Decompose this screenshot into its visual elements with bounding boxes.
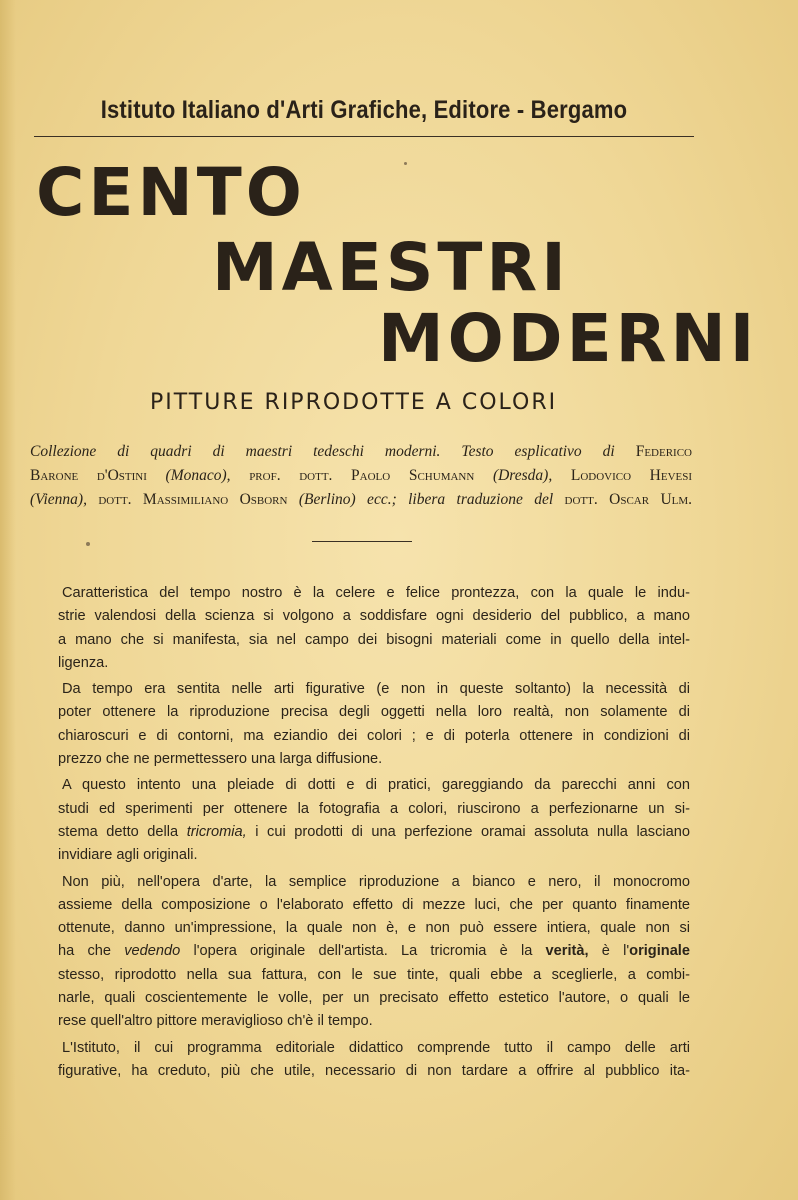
subtitle: PITTURE RIPRODOTTE A COLORI [150,390,558,415]
text-line: ottenute, danno un'impressione, la quale non è, e non può essere intiera, quale non si [58,920,690,937]
text-line: a mano che si manifesta, sia nel campo dei bisogni materiali come in quello della intel- [58,631,690,648]
title-line-1: CENTO [36,154,306,231]
header-rule [34,136,694,137]
text-line: stema detto della tricromia, i cui prodotti di una perfezione oramai assoluta nulla lasciano [58,823,690,840]
section-divider [312,541,412,542]
text-line: stesso, riprodotto nella sua fattura, con le sue tinte, quali ebbe a sceglierle, a combi- [58,966,690,983]
text-line: assieme della composizione o l'elaborato effetto di mezze luci, che per quanto finamente [58,896,690,913]
text-line: A questo intento una pleiade di dotti e di pratici, gareggiando da parecchi anni con [62,777,690,794]
text-line: L'Istituto, il cui programma editoriale didattico comprende tutto il campo delle arti [62,1039,690,1056]
page-edge-shadow [0,0,16,1200]
text-line: Non più, nell'opera d'arte, la semplice riproduzione a bianco e nero, il monocromo [62,873,690,890]
text-line: studi ed sperimenti per ottenere la fotografia a colori, riuscirono a perfezionarne un si- [58,800,690,817]
collection-line: Collezione di quadri di maestri tedeschi moderni. Testo esplicativo di Federico [30,443,692,460]
title-line-3: MODERNI [378,300,759,377]
text-line: Caratteristica del tempo nostro è la celere e felice prontezza, con la quale le indu- [62,585,690,601]
paper-speck [86,542,90,546]
text-line: strie valendosi della scienza si volgono a soddisfare ogni desiderio del pubblico, a mano [58,608,690,625]
collection-description [30,440,692,512]
publisher-heading: Istituto Italiano d'Arti Grafiche, Editore - Bergamo [100,96,628,124]
body-text [58,582,690,1083]
text-line: narle, quali coscientemente le volle, per un precisato effetto estetico l'autore, o quali le [58,990,690,1007]
text-line: chiaroscuri e di contorni, ma eziandio dei colori ; e di poterla ottenere in condizioni di [58,727,690,744]
text-line: ligenza. [58,654,109,671]
text-line: prezzo che ne permettessero una larga diffusione. [58,751,383,768]
text-line: ha che vedendo l'opera originale dell'artista. La tricromia è la verità, è l'originale [58,943,690,960]
text-line: rese quell'altro pittore meraviglioso ch'è il tempo. [58,1013,373,1030]
text-line: poter ottenere la riproduzione precisa degli oggetti nella loro realtà, non solamente di [58,704,690,721]
collection-line: Barone d'Ostini (Monaco), prof. dott. Paolo Schumann (Dresda), Lodovico Hevesi [30,467,693,484]
text-line: invidiare agli originali. [58,847,198,864]
text-line: figurative, ha creduto, più che utile, necessario di non tardare a offrire al pubblico ita- [58,1062,690,1079]
title-line-2: MAESTRI [212,229,570,306]
collection-line: (Vienna), dott. Massimiliano Osborn (Berlino) ecc.; libera traduzione del dott. Oscar Ulm. [30,491,693,508]
text-line: Da tempo era sentita nelle arti figurative (e non in queste soltanto) la necessità di [62,681,690,698]
paper-speck [404,162,407,165]
